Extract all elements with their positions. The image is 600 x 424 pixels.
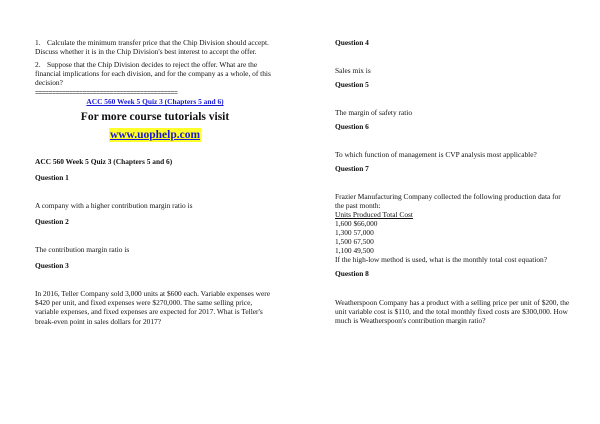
list-item-2 bbox=[35, 60, 275, 87]
question-6-label: Question 6 bbox=[335, 122, 369, 132]
question-2-label: Question 2 bbox=[35, 217, 69, 227]
course-title-link[interactable]: ACC 560 Week 5 Quiz 3 (Chapters 5 and 6) bbox=[86, 97, 224, 107]
question-4-text: Sales mix is bbox=[335, 66, 371, 76]
list-number: 2. bbox=[35, 60, 41, 70]
question-3-text: In 2016, Teller Company sold 3,000 units at $600 each. Variable expenses were $420 per unit, and fixed expenses were $270,000. The same selling price, variable expenses, and fixed expenses are expected for 2017. What is Teller's break-even point in sales dollars for 2017? bbox=[35, 289, 271, 326]
question-1-text: A company with a higher contribution margin ratio is bbox=[35, 201, 193, 211]
question-7-intro: Frazier Manufacturing Company collected the following production data for the past month: bbox=[335, 192, 561, 211]
promo-text: For more course tutorials visit bbox=[80, 111, 230, 124]
data-row: 1,100 49,500 bbox=[335, 246, 374, 256]
list-item-1 bbox=[35, 38, 275, 56]
title-link-wrap bbox=[35, 97, 275, 106]
left-column bbox=[35, 38, 275, 326]
data-row: 1,600 $66,000 bbox=[335, 219, 378, 229]
right-column bbox=[335, 38, 570, 325]
data-row: 1,500 67,500 bbox=[335, 237, 374, 247]
question-3-label: Question 3 bbox=[35, 261, 69, 271]
data-table-header: Units Produced Total Cost bbox=[335, 210, 413, 220]
quiz-heading: ACC 560 Week 5 Quiz 3 (Chapters 5 and 6) bbox=[35, 157, 173, 167]
list-number: 1. bbox=[35, 38, 41, 47]
question-5-text: The margin of safety ratio bbox=[335, 108, 413, 118]
separator-line: ========================================== bbox=[35, 90, 178, 98]
question-6-text: To which function of management is CVP analysis most applicable? bbox=[335, 150, 537, 160]
question-8-text: Weatherspoon Company has a product with a selling price per unit of $200, the unit variable cost is $110, and the total monthly fixed costs are $300,000. How much is Weatherspoon's contribution margin ratio? bbox=[335, 297, 570, 325]
site-link[interactable]: www.uophelp.com bbox=[109, 129, 201, 142]
data-row: 1,300 57,000 bbox=[335, 228, 374, 238]
question-1-label: Question 1 bbox=[35, 173, 69, 183]
question-4-label: Question 4 bbox=[335, 38, 369, 47]
question-2-text: The contribution margin ratio is bbox=[35, 245, 130, 255]
list-text: Calculate the minimum transfer price that the Chip Division should accept. Discuss whether it is in the Chip Division's best interest to accept the offer. bbox=[35, 38, 269, 57]
question-7-label: Question 7 bbox=[335, 164, 369, 174]
question-8-label: Question 8 bbox=[335, 269, 369, 279]
site-link-wrap bbox=[35, 124, 275, 142]
question-5-label: Question 5 bbox=[335, 80, 369, 90]
question-7-question: If the high-low method is used, what is the monthly total cost equation? bbox=[335, 255, 548, 265]
list-text: Suppose that the Chip Division decides to reject the offer. What are the financial implications for each division, and for the company as a whole, of this decision? bbox=[35, 60, 271, 88]
